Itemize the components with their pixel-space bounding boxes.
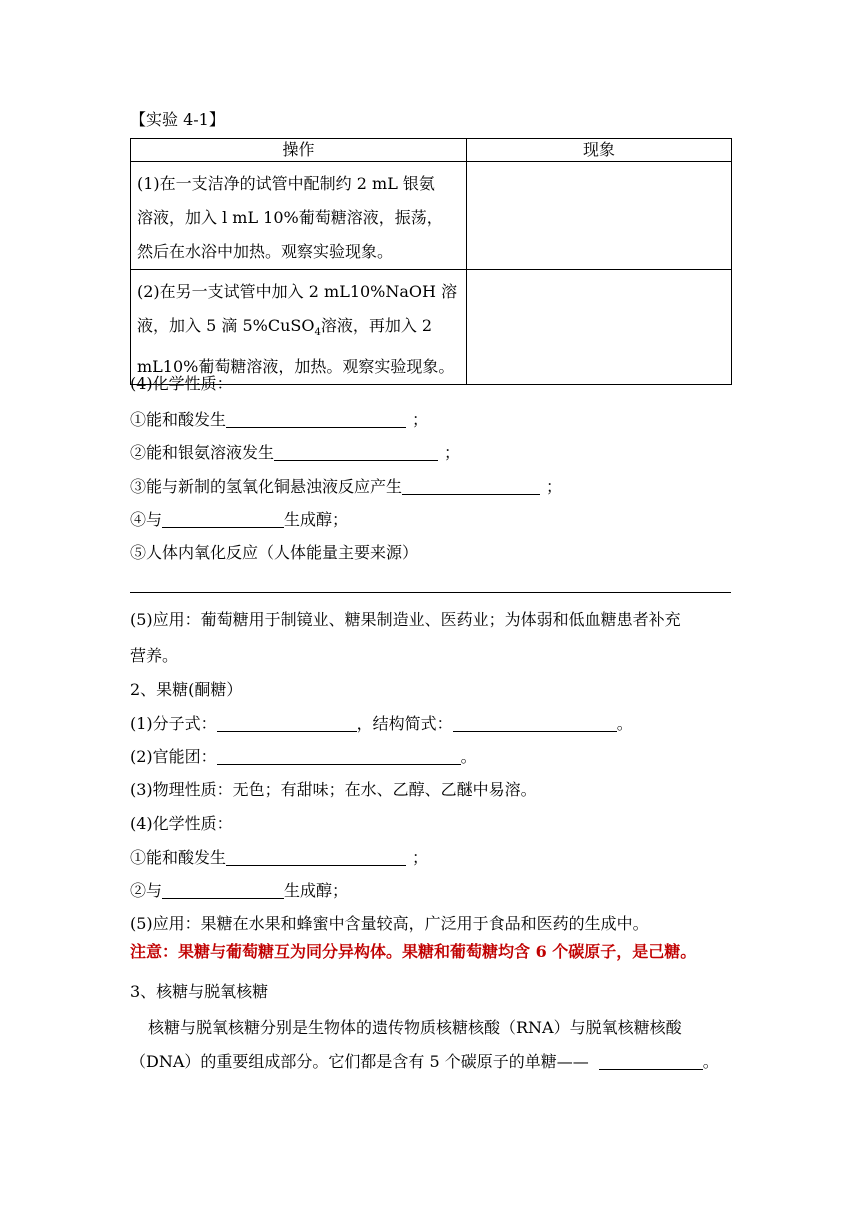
phenomenon-cell[interactable]	[467, 270, 732, 385]
fructose-chem-title: (4)化学性质：	[130, 814, 233, 833]
glucose-item-4: ④与 生成醇；	[130, 510, 349, 529]
fructose-functional-group: (2)官能团： 。	[130, 747, 477, 766]
glucose-item-2: ②能和银氨溶液发生 ；	[130, 443, 461, 462]
operation-line: 液，加入 5 滴 5%CuSO$_4$溶液，再加入 2	[137, 316, 433, 339]
answer-blank[interactable]	[226, 411, 406, 428]
fructose-item-1: ①能和酸发生 ；	[130, 848, 429, 867]
table-row	[131, 162, 732, 270]
note-text: 注意：果糖与葡萄糖互为同分异构体。果糖和葡萄糖均含 6 个碳原子，是己糖。	[130, 942, 697, 961]
header-phenomenon: 现象	[467, 139, 732, 162]
operation-line: (1)在一支洁净的试管中配制约 2 mL 银氨	[137, 174, 435, 193]
operation-line: 溶液，加入 l mL 10%葡萄糖溶液，振荡，	[137, 208, 443, 227]
table-header-row	[131, 139, 732, 162]
operation-line: (2)在另一支试管中加入 2 mL10%NaOH 溶	[137, 282, 458, 301]
answer-blank[interactable]	[162, 511, 284, 528]
ribose-line1: 核糖与脱氧核糖分别是生物体的遗传物质核糖核酸（RNA）与脱氧核糖核酸	[148, 1018, 682, 1037]
operation-cell	[131, 162, 467, 270]
answer-blank[interactable]	[217, 715, 357, 732]
glucose-item-1: ①能和酸发生 ；	[130, 410, 429, 429]
answer-blank[interactable]	[217, 748, 461, 765]
fructose-item-2: ②与 生成醇；	[130, 881, 349, 900]
header-operation: 操作	[131, 139, 467, 162]
fructose-formula: (1)分子式： ，结构简式： 。	[130, 714, 633, 733]
glucose-chem-title: (4)化学性质：	[130, 374, 233, 393]
glucose-item-3: ③能与新制的氢氧化铜悬浊液反应产生 ；	[130, 477, 563, 496]
operation-cell	[131, 270, 467, 385]
answer-line[interactable]	[130, 592, 731, 593]
answer-blank[interactable]	[162, 882, 284, 899]
operation-line: 然后在水浴中加热。观察实验现象。	[137, 242, 394, 261]
ribose-title: 3、核糖与脱氧核糖	[130, 982, 269, 1001]
answer-blank[interactable]	[599, 1053, 703, 1070]
answer-blank[interactable]	[226, 849, 406, 866]
phenomenon-cell[interactable]	[467, 162, 732, 270]
glucose-application-line2: 营养。	[130, 646, 179, 665]
glucose-item-5: ⑤人体内氧化反应（人体能量主要来源）	[130, 543, 419, 562]
fructose-physical: (3)物理性质：无色；有甜味；在水、乙醇、乙醚中易溶。	[130, 780, 537, 799]
fructose-title: 2、果糖(酮糖）	[130, 680, 243, 699]
experiment-table	[130, 138, 732, 385]
ribose-line2: （DNA）的重要组成部分。它们都是含有 5 个碳原子的单糖—— 。	[130, 1052, 719, 1071]
glucose-application-line1: (5)应用：葡萄糖用于制镜业、糖果制造业、医药业；为体弱和低血糖患者补充	[130, 610, 681, 629]
experiment-heading: 【实验 4-1】	[130, 110, 225, 129]
answer-blank[interactable]	[453, 715, 617, 732]
answer-blank[interactable]	[402, 478, 540, 495]
answer-blank[interactable]	[274, 444, 438, 461]
fructose-application: (5)应用：果糖在水果和蜂蜜中含量较高，广泛用于食品和医药的生成中。	[130, 914, 649, 933]
table-row	[131, 270, 732, 385]
operation-line: mL10%葡萄糖溶液，加热。观察实验现象。	[137, 357, 455, 377]
